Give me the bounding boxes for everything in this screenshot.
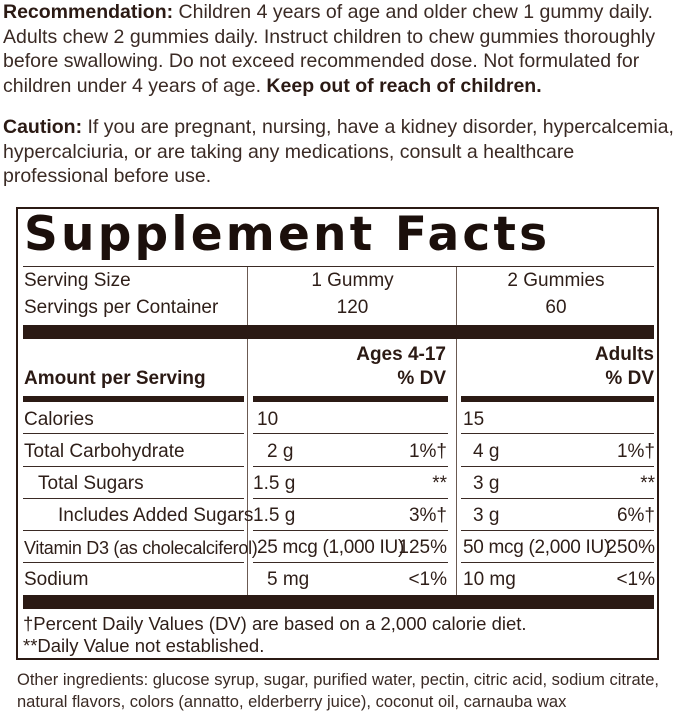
header-bar-2 xyxy=(253,396,448,402)
servings-per-container-label: Servings per Container xyxy=(24,297,219,318)
child-dv: 1%† xyxy=(408,441,447,462)
nutrient-name: Vitamin D3 (as cholecalciferol) xyxy=(24,538,258,558)
adult-dv: <1% xyxy=(616,569,655,590)
adult-serving-size: 2 Gummies xyxy=(507,270,605,291)
child-dv: 3%† xyxy=(408,505,447,526)
col-divider-top-1 xyxy=(247,267,248,325)
serving-size-label: Serving Size xyxy=(24,270,131,291)
recommendation-paragraph xyxy=(3,0,677,98)
child-amount: 1.5 g xyxy=(253,505,296,526)
adult-amount: 15 xyxy=(463,409,485,430)
nutrient-name: Total Carbohydrate xyxy=(24,441,185,462)
row-divider xyxy=(253,433,448,434)
child-amount: 10 xyxy=(257,409,279,430)
adult-header-dv: % DV xyxy=(605,368,654,389)
adult-servings: 60 xyxy=(545,297,567,318)
col-divider-top-2 xyxy=(456,267,457,325)
row-divider xyxy=(23,433,244,434)
adult-amount: 3 g xyxy=(473,473,500,494)
row-divider xyxy=(253,562,448,563)
nutrient-name: Sodium xyxy=(24,569,89,590)
row-divider xyxy=(23,498,244,499)
child-serving-size: 1 Gummy xyxy=(311,270,394,291)
row-divider xyxy=(461,466,654,467)
header-bar-1 xyxy=(23,396,244,402)
adult-dv: 250% xyxy=(606,537,655,558)
child-servings: 120 xyxy=(336,297,369,318)
recommendation-label: Recommendation: xyxy=(3,1,174,23)
child-header-ages: Ages 4-17 xyxy=(356,344,446,365)
adult-dv: 1%† xyxy=(616,441,655,462)
amount-per-serving-label: Amount per Serving xyxy=(24,368,206,389)
thick-divider-bar xyxy=(23,325,654,339)
caution-paragraph xyxy=(3,115,677,189)
row-divider xyxy=(461,498,654,499)
nutrient-name: Total Sugars xyxy=(38,473,144,494)
adult-amount: 10 mg xyxy=(463,569,516,590)
row-divider xyxy=(461,530,654,531)
adult-dv: 6%† xyxy=(616,505,655,526)
row-divider xyxy=(23,530,244,531)
adult-amount: 50 mcg (2,000 IU) xyxy=(463,537,610,558)
row-divider xyxy=(461,562,654,563)
adult-amount: 4 g xyxy=(473,441,500,462)
nutrient-name: Includes Added Sugars xyxy=(58,505,254,526)
row-divider xyxy=(23,562,244,563)
header-bar-3 xyxy=(461,396,654,402)
adult-amount: 3 g xyxy=(473,505,500,526)
row-divider xyxy=(253,498,448,499)
row-divider xyxy=(253,530,448,531)
footnote-percent-dv: †Percent Daily Values (DV) are based on a 2,000 calorie diet. xyxy=(23,613,527,634)
recommendation-text: Children 4 years of age and older chew 1 gummy daily. Adults chew 2 gummies daily. Instruct children to chew gummies thoroughly before swallowing. Do not exceed recommended dose. Not formulated for children under 4 years of age. xyxy=(3,1,656,97)
adult-header-adults: Adults xyxy=(594,344,654,365)
footnote-dv-not-established: **Daily Value not established. xyxy=(23,635,265,656)
row-divider xyxy=(253,466,448,467)
row-divider xyxy=(461,433,654,434)
child-amount: 25 mcg (1,000 IU) xyxy=(257,537,404,558)
caution-label: Caution: xyxy=(3,116,83,138)
other-ingredients: Other ingredients: glucose syrup, sugar, purified water, pectin, citric acid, sodium citrate, natural flavors, colors (annatto, elderberry juice), coconut oil, carnauba wax xyxy=(17,671,659,711)
row-divider xyxy=(23,466,244,467)
adult-dv: ** xyxy=(640,473,655,494)
supplement-facts-panel xyxy=(16,207,659,660)
col-divider-2 xyxy=(456,339,457,595)
child-amount: 1.5 g xyxy=(253,473,296,494)
nutrient-name: Calories xyxy=(24,409,94,430)
child-dv: <1% xyxy=(408,569,447,590)
title-divider xyxy=(23,266,654,267)
keep-out-of-reach-warning: Keep out of reach of children. xyxy=(266,74,542,97)
child-header-dv: % DV xyxy=(397,368,446,389)
bottom-thick-bar xyxy=(23,595,654,609)
caution-text: If you are pregnant, nursing, have a kidney disorder, hypercalcemia, hypercalciuria, or are taking any medications, consult a healthcare professional before use. xyxy=(3,116,674,187)
child-dv: 125% xyxy=(398,537,447,558)
child-dv: ** xyxy=(432,473,447,494)
child-amount: 2 g xyxy=(267,441,294,462)
child-amount: 5 mg xyxy=(267,569,310,590)
facts-title: Supplement Facts xyxy=(24,207,551,262)
